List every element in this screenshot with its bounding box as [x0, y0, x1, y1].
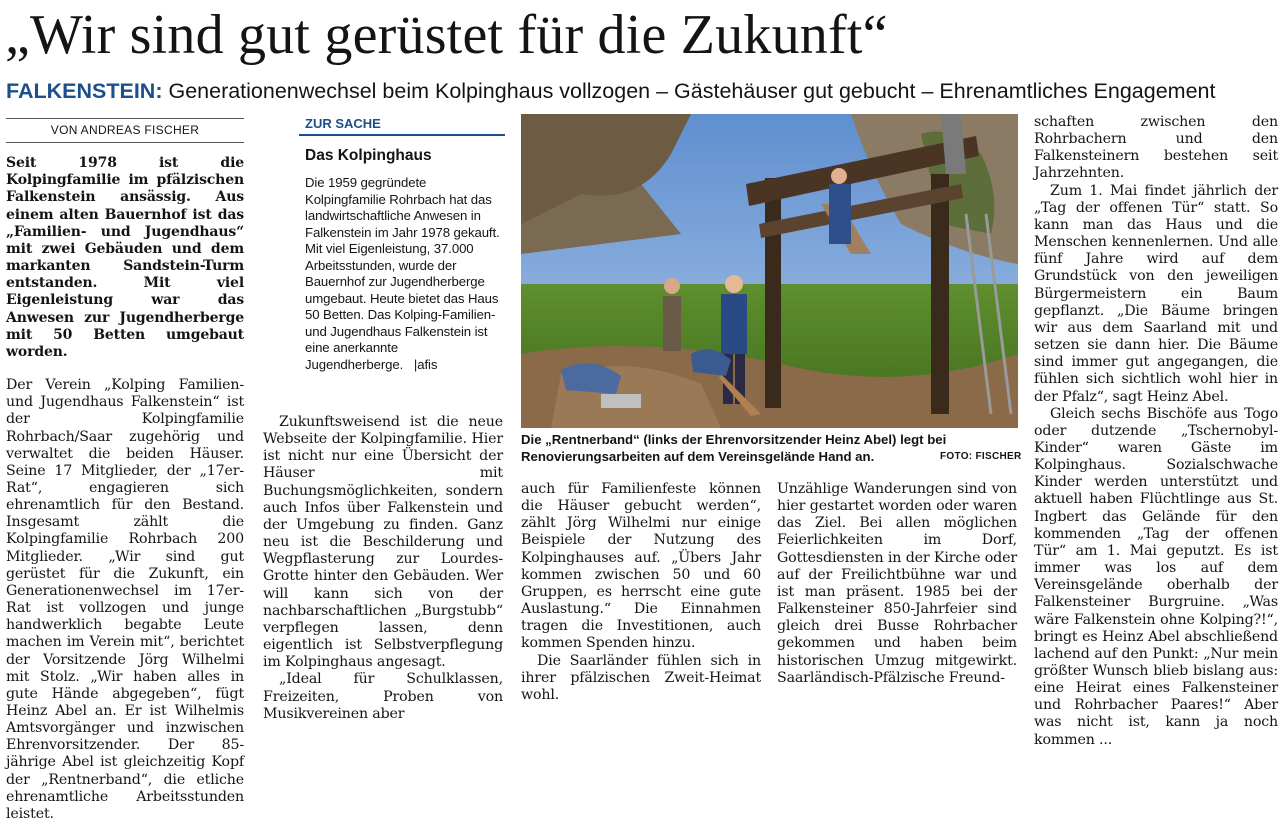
- column-5: [1034, 114, 1278, 749]
- body-paragraph: Unzählige Wanderungen sind von hier gestartet worden oder waren das Ziel. Bei allen möglichen Feierlichkeiten im Dorf, Gottesdiensten in der Kirche oder auf der Freilichtbühne war und ist man präsent. 1985 bei der Falkensteiner 850-Jahrfeier sind gleich drei Busse Rohrbacher gekommen und haben beim historischen Umzug mitgewirkt. Saarländisch-Pfälzische Freund-: [777, 481, 1017, 686]
- info-box-text: [305, 175, 505, 373]
- photo-credit: FOTO: FISCHER: [940, 451, 1022, 462]
- subline-text: Generationenwechsel beim Kolpinghaus vollzogen – Gästehäuser gut gebucht – Ehrenamtliches Engagement: [168, 79, 1216, 103]
- info-box: [299, 114, 505, 384]
- subline: [6, 78, 1286, 104]
- body-paragraph: Zum 1. Mai findet jährlich der „Tag der offenen Tür“ statt. So kann man das Haus und die Menschen kennenlernen. Und alle fünf Jahre wird auf dem Grundstück von den jeweiligen Bürgermeistern ein Baum gepflanzt. „Die Bäume bringen wir aus dem Saarland mit und setzen sie dann hier. Die Bäume sind immer gut angegangen, die fühlen sich sichtlich wohl hier in der Pfalz“, sagt Heinz Abel.: [1034, 182, 1278, 405]
- author-byline: VON ANDREAS FISCHER: [6, 118, 244, 143]
- info-box-body: Die 1959 gegründete Kolpingfamilie Rohrbach hat das landwirtschaftliche Anwesen in Falkenstein im Jahr 1978 gekauft. Mit viel Eigenleistung, 37.000 Arbeitsstunden, wurde der Bauernhof zur Jugendherberge umgebaut. Heute bietet das Haus 50 Betten. Das Kolping-Familien- und Jugendhaus Falkenstein ist eine anerkannte Jugendherberge.: [305, 175, 500, 372]
- photo-illustration: [521, 114, 1018, 428]
- body-paragraph: „Ideal für Schulklassen, Freizeiten, Proben von Musikvereinen aber: [263, 671, 503, 722]
- column-4: [777, 481, 1017, 687]
- headline: „Wir sind gut gerüstet für die Zukunft“: [5, 4, 888, 66]
- article-photo: [521, 114, 1018, 428]
- info-box-title: Das Kolpinghaus: [305, 147, 432, 164]
- body-paragraph: schaften zwischen den Rohrbachern und den Falkensteinern bestehen seit Jahrzehnten.: [1034, 114, 1278, 182]
- column-3: [521, 481, 761, 704]
- info-box-kicker: ZUR SACHE: [299, 114, 505, 136]
- body-paragraph: Die Saarländer fühlen sich in ihrer pfälzischen Zweit-Heimat wohl.: [521, 652, 761, 703]
- column-1: [6, 118, 244, 823]
- lead-paragraph: Seit 1978 ist die Kolpingfamilie im pfälzischen Falkenstein ansässig. Aus einem alten Bauernhof ist das „Familien- und Jugendhaus“ mit zwei Gebäuden und dem markanten Sandstein-Turm entstanden. Mit viel Eigenleistung war das Anwesen zur Jugendherberge mit 50 Betten umgebaut worden.: [6, 155, 244, 360]
- photo-caption: Die „Rentnerband“ (links der Ehrenvorsitzender Heinz Abel) legt bei Renovierungsarbeiten auf dem Vereinsgelände Hand an.: [521, 432, 947, 464]
- dateline-place: FALKENSTEIN:: [6, 79, 163, 103]
- body-paragraph: auch für Familienfeste können die Häuser gebucht werden“, zählt Jörg Wilhelmi nur einige Beispiele der Nutzung des Kolpinghauses auf. „Übers Jahr kommen zwischen 50 und 60 Gruppen, es herrscht eine gute Auslastung.“ Die Einnahmen tragen die Investitionen, auch kommen Spenden hinzu.: [521, 481, 761, 652]
- body-paragraph: Der Verein „Kolping Familien- und Jugendhaus Falkenstein“ ist der Kolpingfamilie Rohrbach/Saar zugehörig und verwaltet die beiden Häuser. Seine 17 Mitglieder, der „17er-Rat“, engagieren sich ehrenamtlich für den Bestand. Insgesamt zählt die Kolpingfamilie Rohrbach 200 Mitglieder. „Wir sind gut gerüstet für die Zukunft, ein Generationenwechsel im 17er-Rat ist vollzogen und junge handwerklich begabte Leute machen im Verein mit“, berichtet der Vorsitzende Jörg Wilhelmi mit Stolz. „Wir haben alles in gute Hände abgegeben“, fügt Heinz Abel an. Er ist Wilhelmis Amtsvorgänger und inzwischen Ehrenvorsitzender. Der 85-jährige Abel ist gleichzeitig Kopf der „Rentnerband“, die etliche ehrenamtliche Arbeitsstunden leistet.: [6, 377, 244, 822]
- column-2: [263, 414, 503, 723]
- info-box-signature: |afis: [413, 356, 438, 372]
- body-paragraph: Zukunftsweisend ist die neue Webseite der Kolpingfamilie. Hier ist nicht nur eine Übersicht der Häuser mit Buchungsmöglichkeiten, sondern auch Infos über Falkenstein und der Umgebung zu finden. Ganz neu ist die Beschilderung und Wegpflasterung zur Lourdes-Grotte hinter den Gebäuden. Wer will kann sich von der nachbarschaftlichen „Burgstubb“ verpflegen lassen, denn eigentlich ist Selbstverpflegung im Kolpinghaus angesagt.: [263, 414, 503, 671]
- body-paragraph: Gleich sechs Bischöfe aus Togo oder dutzende „Tschernobyl-Kinder“ waren Gäste im Kolpinghaus. Sozialschwache Kinder werden unterstützt und aktuell haben Flüchtlinge aus St. Ingbert das Gelände für den kommenden „Tag der offenen Tür“ am 1. Mai geputzt. Es ist immer was los auf dem Vereinsgelände oberhalb der Falkensteiner Burgruine. „Was wäre Falkenstein ohne Kolping?!“, bringt es Heinz Abel abschließend lachend auf den Punkt: „Nur mein größter Wunsch blieb bislang aus: eine Heirat eines Falkensteiner und Rohrbacher Paares!“ Aber was nicht ist, kann ja noch kommen ...: [1034, 405, 1278, 748]
